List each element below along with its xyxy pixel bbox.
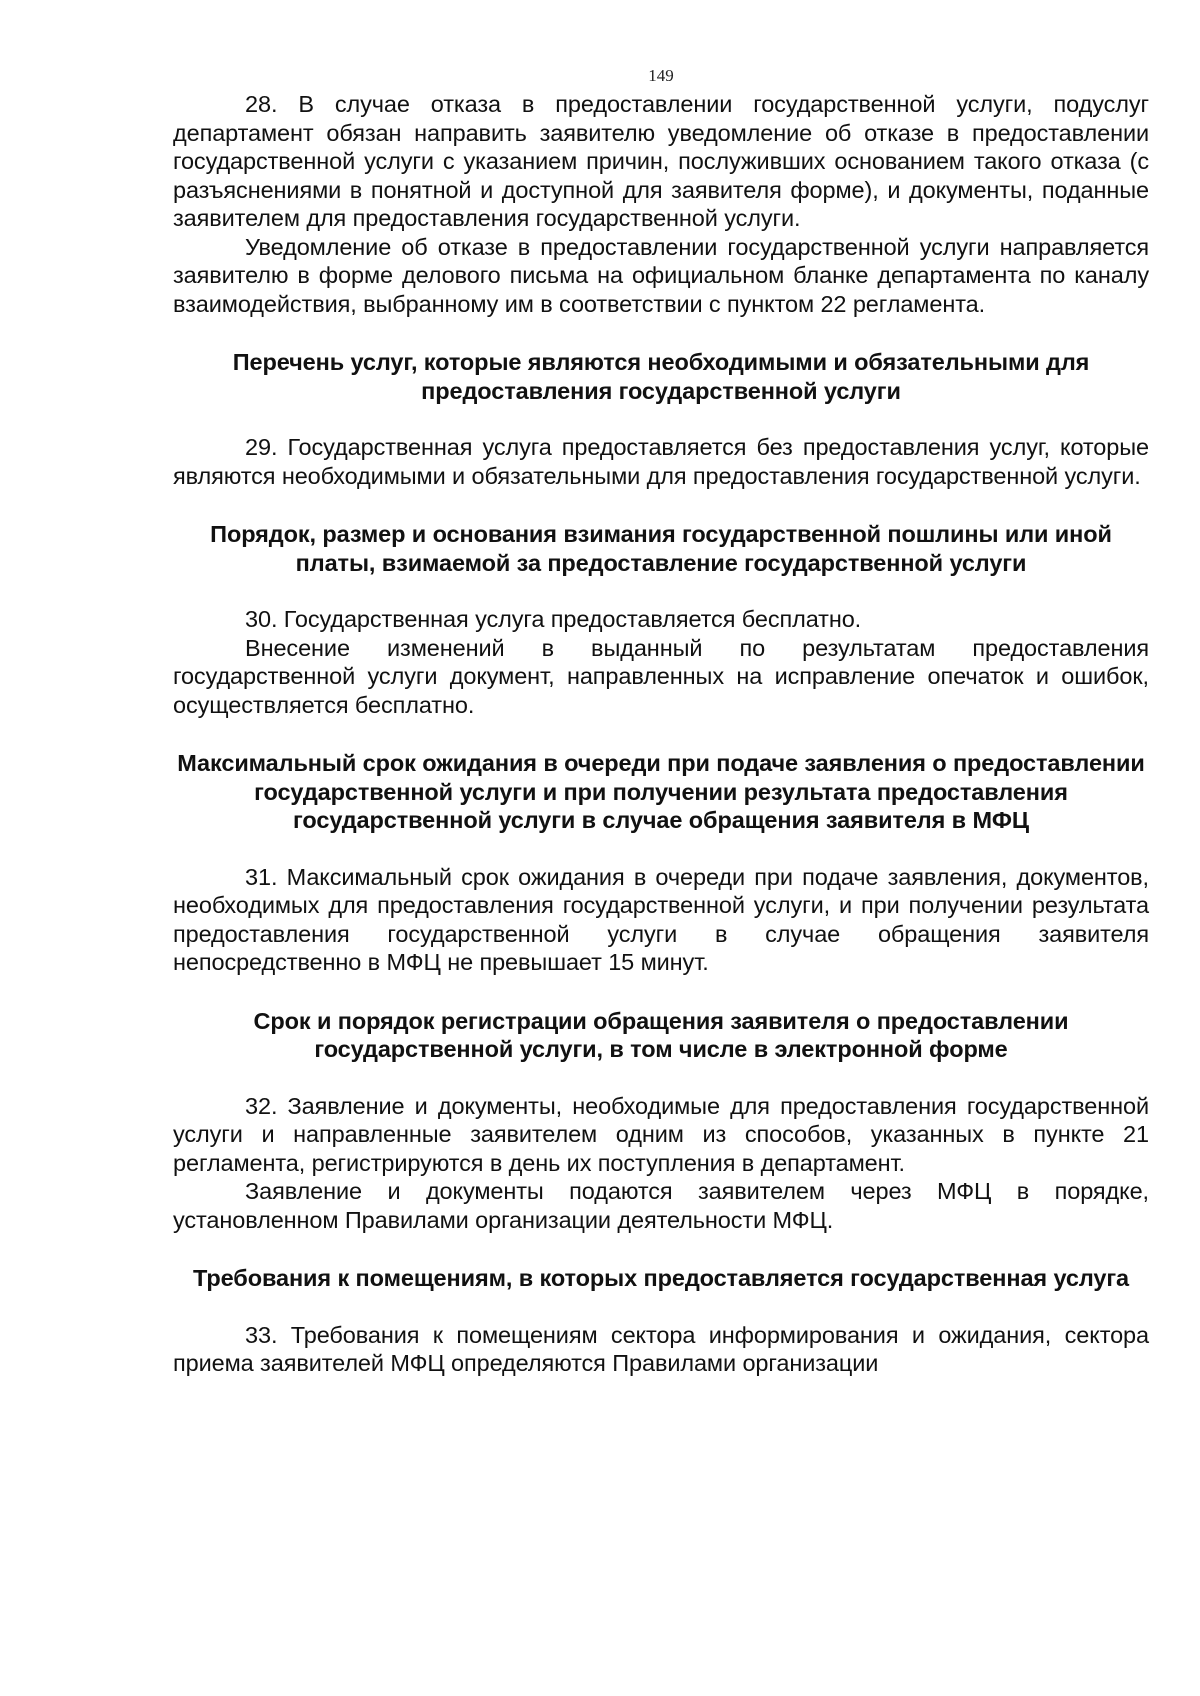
heading-state-duty: Порядок, размер и основания взимания государственной пошлины или иной платы, взимаемой за предоставление государственной услуги [210,521,1112,576]
spacer [173,1293,1149,1321]
heading-queue-time: Максимальный срок ожидания в очереди при подаче заявления о предоставлении государственной услуги и при получении результата предоставления государственной услуги в случае обращения заявителя в МФЦ [177,750,1145,833]
paragraph-32-mfc: Заявление и документы подаются заявителем через МФЦ в порядке, установленном Правилами организации деятельности МФЦ. [173,1178,1149,1233]
paragraph-33: 33. Требования к помещениям сектора информирования и ожидания, сектора приема заявителей МФЦ определяются Правилами организации [173,1321,1149,1376]
paragraph-30-corrections: Внесение изменений в выданный по результатам предоставления государственной услуги документ, направленных на исправление опечаток и ошибок, осуществляется бесплатно. [173,634,1149,718]
heading-required-services: Перечень услуг, которые являются необходимыми и обязательными для предоставления государственной услуги [232,349,1090,404]
document-page [173,66,1149,1378]
spacer [173,835,1149,863]
spacer [173,318,1149,348]
spacer [173,405,1149,433]
spacer [173,1064,1149,1092]
paragraph-28: 28. В случае отказа в предоставлении государственной услуги, подуслуг департамент обязан направить заявителю уведомление об отказе в предоставлении государственной услуги с указанием причин, послуживших основанием такого отказа (с разъяснениями в понятной и доступной для заявителя форме), и документы, поданные заявителем для предоставления государственной услуги. [173,91,1149,231]
paragraph-32: 32. Заявление и документы, необходимые для предоставления государственной услуги и направленные заявителем одним из способов, указанных в пункте 21 регламента, регистрируются в день их поступления в департамент. [173,1092,1149,1176]
spacer [173,977,1149,1007]
paragraph-28-notice: Уведомление об отказе в предоставлении государственной услуги направляется заявителю в форме делового письма на официальном бланке департамента по каналу взаимодействия, выбранному им в соответствии с пунктом 22 регламента. [173,233,1149,317]
spacer [173,577,1149,605]
spacer [173,490,1149,520]
paragraph-30: 30. Государственная услуга предоставляется бесплатно. [245,606,862,632]
heading-registration: Срок и порядок регистрации обращения заявителя о предоставлении государственной услуги, в том числе в электронной форме [253,1007,1069,1062]
heading-premises: Требования к помещениям, в которых предоставляется государственная услуга [193,1265,1129,1291]
paragraph-29: 29. Государственная услуга предоставляется без предоставления услуг, которые являются необходимыми и обязательными для предоставления государственной услуги. [173,434,1149,489]
spacer [173,719,1149,749]
page-number: 149 [648,66,674,85]
spacer [173,1234,1149,1264]
paragraph-31: 31. Максимальный срок ожидания в очереди при подаче заявления, документов, необходимых для предоставления государственной услуги, и при получении результата предоставления государственной услуги в случае обращения заявителя непосредственно в МФЦ не превышает 15 минут. [173,863,1149,975]
